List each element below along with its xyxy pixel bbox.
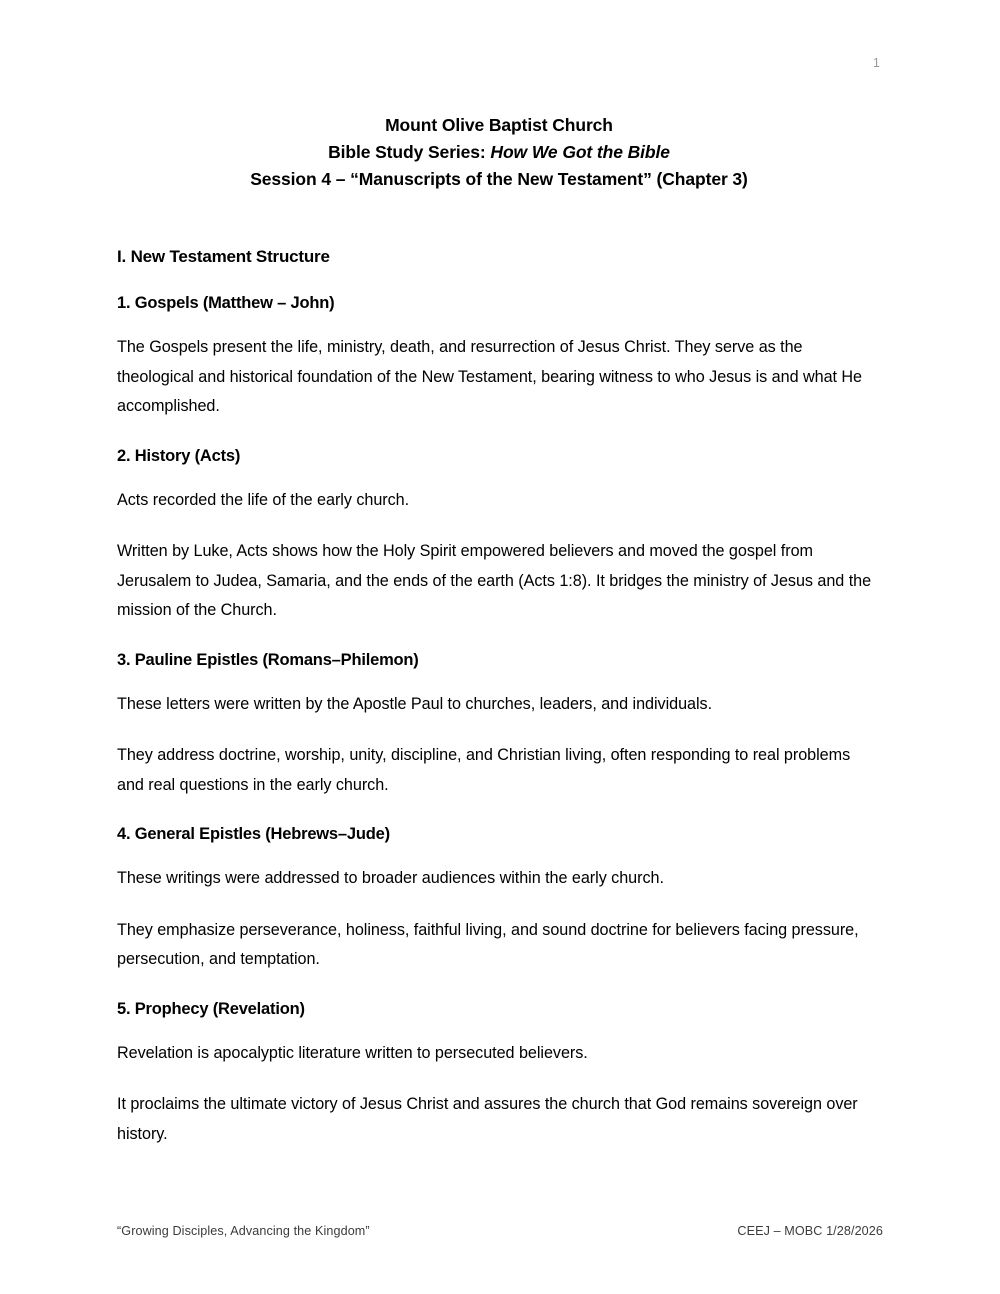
subsection-paragraph-general-2: They emphasize perseverance, holiness, faithful living, and sound doctrine for believers facing pressure, persecution, and temptation. (117, 920, 859, 968)
subsection-heading-prophecy: 5. Prophecy (Revelation) (117, 999, 305, 1018)
subsection-heading-pauline-epistles: 3. Pauline Epistles (Romans–Philemon) (117, 650, 419, 669)
subsection-general-epistles (117, 822, 881, 975)
subsection-heading-general-epistles: 4. General Epistles (Hebrews–Jude) (117, 825, 390, 843)
footer-tagline: “Growing Disciples, Advancing the Kingdom” (117, 1224, 370, 1238)
subsection-prophecy (117, 997, 881, 1150)
subsection-paragraph-pauline-1: These letters were written by the Apostle Paul to churches, leaders, and individuals. (117, 694, 713, 713)
subsection-paragraph-pauline-2: They address doctrine, worship, unity, discipline, and Christian living, often responding to real problems and real questions in the early church. (117, 746, 851, 794)
title-series-prefix: Bible Study Series: (328, 142, 491, 162)
subsection-pauline-epistles (117, 648, 881, 801)
subsection-paragraph-prophecy-1: Revelation is apocalyptic literature written to persecuted believers. (117, 1043, 588, 1062)
title-line-series (117, 139, 881, 166)
footer-attribution: CEEJ – MOBC 1/28/2026 (737, 1224, 883, 1238)
page-number: 1 (872, 56, 880, 70)
page-footer (117, 1224, 883, 1238)
subsection-paragraph-general-1: These writings were addressed to broader audiences within the early church. (117, 869, 664, 887)
subsection-history (117, 444, 881, 626)
section-heading-new-testament-structure: I. New Testament Structure (117, 247, 330, 266)
subsection-paragraph-prophecy-2: It proclaims the ultimate victory of Jesus Christ and assures the church that God remains sovereign over history. (117, 1095, 858, 1143)
subsection-paragraph-gospels-1: The Gospels present the life, ministry, death, and resurrection of Jesus Christ. They serve as the theological and historical foundation of the New Testament, bearing witness to who Jesus is and what He accomplished. (117, 338, 863, 415)
subsection-paragraph-history-2: Written by Luke, Acts shows how the Holy Spirit empowered believers and moved the gospel from Jerusalem to Judea, Samaria, and the ends of the earth (Acts 1:8). It bridges the ministry of Jesus and the mission of the Church. (117, 542, 872, 619)
subsection-paragraph-history-1: Acts recorded the life of the early church. (117, 490, 410, 509)
subsection-heading-history: 2. History (Acts) (117, 446, 241, 465)
document-title-block (117, 112, 881, 193)
subsection-heading-gospels: 1. Gospels (Matthew – John) (117, 294, 335, 312)
title-line-session: Session 4 – “Manuscripts of the New Testament” (Chapter 3) (250, 169, 748, 189)
title-series-book-title: How We Got the Bible (490, 142, 670, 162)
subsection-gospels (117, 291, 881, 422)
title-line-church-name: Mount Olive Baptist Church (385, 115, 613, 135)
document-content (117, 112, 881, 1171)
